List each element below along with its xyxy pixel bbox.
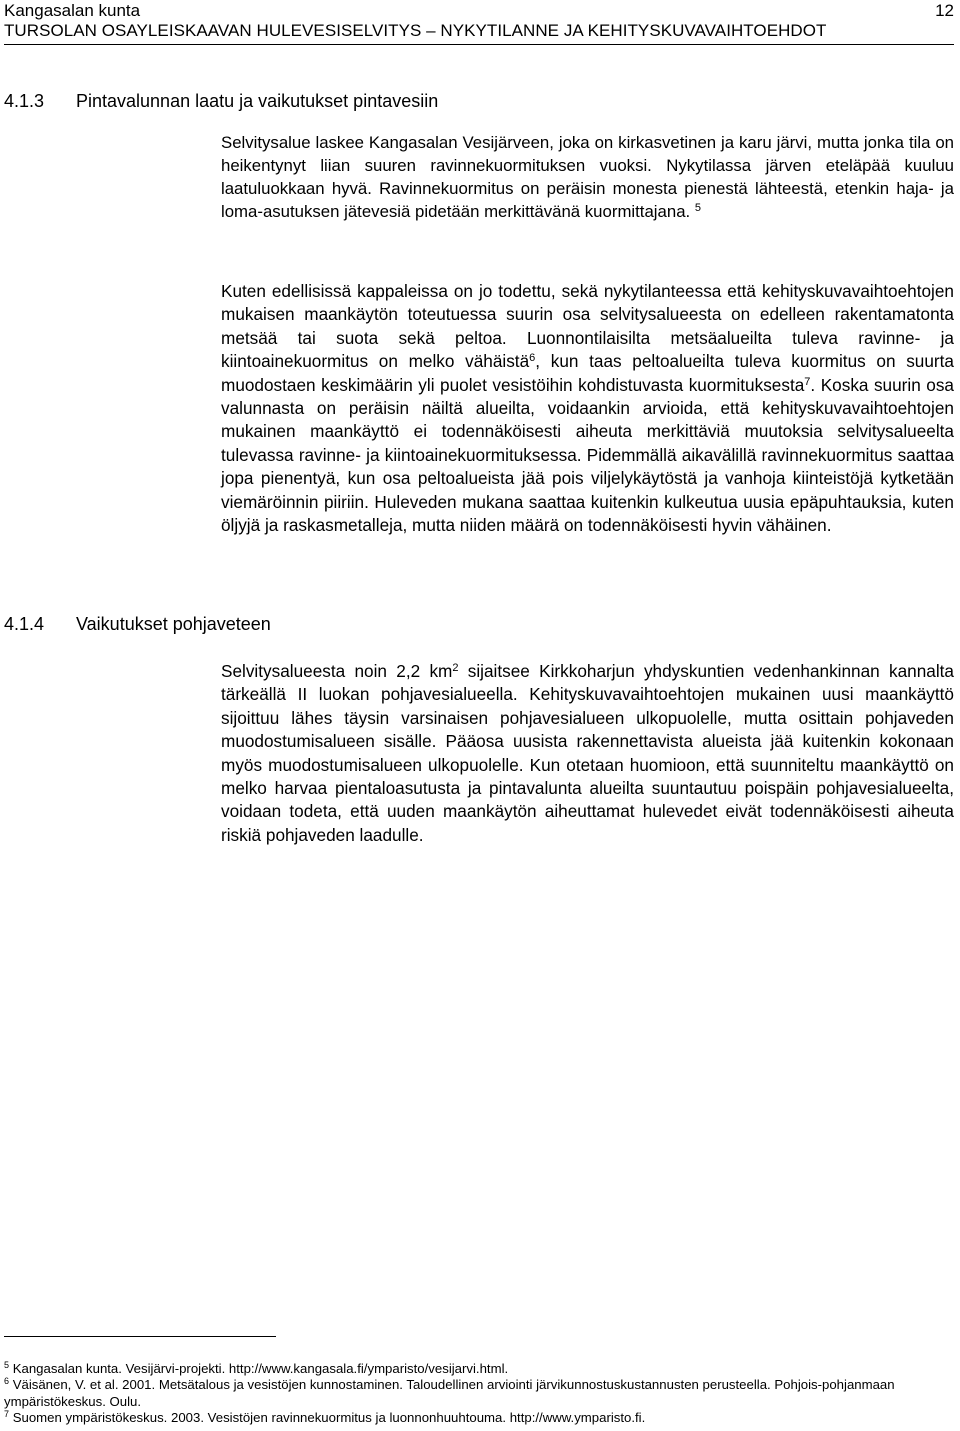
- section-title: Pintavalunnan laatu ja vaikutukset pintavesiin: [76, 91, 439, 111]
- footnote: [4, 1377, 954, 1410]
- section-number: 4.1.4: [4, 614, 45, 634]
- superscript: 2: [452, 662, 459, 674]
- paragraph-text: sijaitsee Kirkkoharjun yhdyskuntien vedenhankinnan kannalta tärkeällä II luokan pohjavesialueella. Kehityskuvavaihtoehtojen mukainen uusi maankäyttö sijoittuu lähes täysin varsinaisen pohjavesialueen ulkopuolelle, mutta osittain pohjaveden muodostumisalueen sisälle. Pääosa uusista rakennettavista alueista jää kuitenkin kokonaan myös muodostumisalueen ulkopuolelle. Kun otetaan huomioon, että suunniteltu maankäyttö on melko harvaa pientaloasutusta ja pintavalunta alueilta suuntautuu poispäin pohjavesialueelta, voidaan todeta, että uuden maankäytön aiheuttamat hulevedet eivät todennäköisesti aiheuta riskiä pohjaveden laadulle.: [221, 661, 954, 845]
- section-number: 4.1.3: [4, 91, 45, 111]
- header-organization: Kangasalan kunta: [4, 1, 141, 20]
- footnote-text: Suomen ympäristökeskus. 2003. Vesistöjen ravinnekuormitus ja luonnonhuuhtouma. http://www.ymparisto.fi.: [12, 1410, 646, 1426]
- header-row: [4, 0, 954, 21]
- footnote: [4, 1361, 954, 1377]
- footnote-text: Väisänen, V. et al. 2001. Metsätalous ja vesistöjen kunnostaminen. Taloudellinen arviointi järvikunnostuskustannusten perusteella. Pohjois-pohjanmaan ympäristökeskus. Oulu.: [4, 1377, 895, 1409]
- paragraph-text: . Koska suurin osa valunnasta on peräisin näiltä alueilta, voidaankin arvioida, että kehityskuvavaihtoehtojen mukainen maankäyttö ei todennäköisesti aiheuta merkittäviä muutoksia selvitysalueelta tulevassa ravinne- ja kiintoainekuormituksessa. Pidemmällä aikavälillä ravinnekuormitus saattaa jopa pienentyä, kun osa peltoalueista jää pois viljelykäytöstä ja vanhoja kiinteistöjä kytketään viemäröinnin piiriin. Huleveden mukana saattaa kuitenkin kulkeutua uusia epäpuhtauksia, kuten öljyjä ja raskasmetalleja, mutta niiden määrä on todennäköisesti hyvin vähäinen.: [221, 374, 954, 536]
- paragraph-text: , kun taas peltoalueilta tuleva kuormitus on suurta muodostaen keskimäärin yli puolet vesistöihin kohdistuvasta kuormituksesta: [221, 351, 954, 395]
- footnote-ref: 7: [804, 375, 811, 388]
- paragraph-text: Kuten edellisissä kappaleissa on jo todettu, sekä nykytilanteessa että kehityskuvavaihtoehtojen mukaisen maankäytön toteutuessa suurin osa selvitysalueesta on edelleen rakentamatonta metsää tai suota sekä peltoa. Luonnontilaisilta metsäalueilta tuleva ravinne- ja kiintoainekuormitus on melko vähäistä: [221, 281, 954, 372]
- section-heading-413: [4, 90, 438, 112]
- footnote-text: Kangasalan kunta. Vesijärvi-projekti. http://www.kangasala.fi/ymparisto/vesijarvi.html.: [12, 1361, 509, 1376]
- footnote-ref: 5: [694, 202, 701, 214]
- footnotes: [4, 1361, 954, 1427]
- footnote: [4, 1410, 954, 1426]
- document-title: TURSOLAN OSAYLEISKAAVAN HULEVESISELVITYS – NYKYTILANNE JA KEHITYSKUVAVAIHTOEHDOT: [4, 21, 827, 40]
- paragraph-1: [221, 131, 954, 223]
- paragraph-3: [221, 660, 954, 847]
- footnote-divider: [4, 1336, 276, 1337]
- section-title: Vaikutukset pohjaveteen: [76, 614, 271, 634]
- footnote-ref: 6: [529, 352, 536, 365]
- footnote-mark: 6: [4, 1376, 10, 1387]
- page-number: 12: [935, 1, 954, 20]
- paragraph-text: Selvitysalue laskee Kangasalan Vesijärveen, joka on kirkasvetinen ja karu järvi, mutta jonka tila on heikentynyt liian suuren ravinnekuormituksen vuoksi. Nykytilassa järven eteläpää kuuluu laatuluokkaan hyvä. Ravinnekuormitus on peräisin monesta pienestä lähteestä, etenkin haja- ja loma-asutuksen jätevesiä pidetään merkittävänä kuormittajana.: [221, 133, 954, 221]
- page-header: [4, 0, 954, 41]
- footnote-mark: 5: [4, 1360, 10, 1370]
- paragraph-2: [221, 280, 954, 537]
- header-divider: [4, 44, 954, 45]
- footnote-mark: 7: [4, 1409, 10, 1420]
- section-heading-414: [4, 613, 271, 635]
- paragraph-text: Selvitysalueesta noin 2,2 km: [221, 661, 453, 681]
